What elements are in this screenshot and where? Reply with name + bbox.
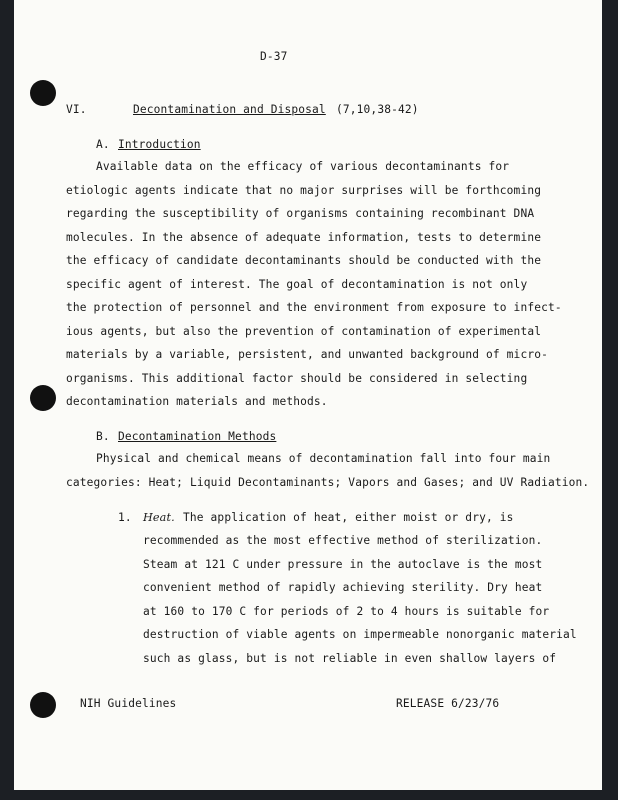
- punch-hole: [30, 80, 56, 106]
- footer-right: RELEASE 6/23/76: [396, 697, 500, 710]
- punch-hole: [30, 692, 56, 718]
- paragraph-line: Steam at 121 C under pressure in the autoclave is the most: [143, 558, 543, 571]
- section-number: VI.: [66, 103, 87, 116]
- subsection-letter: B.: [96, 430, 110, 443]
- paragraph-line: destruction of viable agents on impermeable nonorganic material: [143, 628, 577, 641]
- page-number: D-37: [260, 50, 288, 63]
- list-item-label: Heat.: [143, 511, 175, 524]
- paragraph-line: Physical and chemical means of decontamination fall into four main: [96, 452, 551, 465]
- paragraph-line: the protection of personnel and the environment from exposure to infect-: [66, 301, 562, 314]
- paragraph-line: regarding the susceptibility of organisms containing recombinant DNA: [66, 207, 535, 220]
- paragraph-line: specific agent of interest. The goal of decontamination is not only: [66, 278, 528, 291]
- paragraph-line: convenient method of rapidly achieving sterility. Dry heat: [143, 581, 543, 594]
- paragraph-line: materials by a variable, persistent, and unwanted background of micro-: [66, 348, 548, 361]
- paragraph-line: molecules. In the absence of adequate information, tests to determine: [66, 231, 542, 244]
- paragraph-line: the efficacy of candidate decontaminants should be conducted with the: [66, 254, 542, 267]
- paragraph-line: ious agents, but also the prevention of contamination of experimental: [66, 325, 542, 338]
- paragraph-line: such as glass, but is not reliable in even shallow layers of: [143, 652, 557, 665]
- paragraph-line: recommended as the most effective method of sterilization.: [143, 534, 543, 547]
- subsection-title: Introduction: [118, 138, 201, 151]
- paragraph-line: organisms. This additional factor should be considered in selecting: [66, 372, 528, 385]
- punch-hole: [30, 385, 56, 411]
- paragraph-line: categories: Heat; Liquid Decontaminants; Vapors and Gases; and UV Radiation.: [66, 476, 590, 489]
- footer-left: NIH Guidelines: [80, 697, 177, 710]
- paragraph-line: The application of heat, either moist or dry, is: [183, 511, 514, 524]
- paragraph-line: etiologic agents indicate that no major surprises will be forthcoming: [66, 184, 542, 197]
- subsection-title: Decontamination Methods: [118, 430, 277, 443]
- subsection-letter: A.: [96, 138, 110, 151]
- list-item-number: 1.: [118, 511, 132, 524]
- paragraph-line: at 160 to 170 C for periods of 2 to 4 hours is suitable for: [143, 605, 550, 618]
- paragraph-line: decontamination materials and methods.: [66, 395, 328, 408]
- section-title: Decontamination and Disposal: [133, 103, 326, 116]
- section-refs: (7,10,38-42): [336, 103, 419, 116]
- paragraph-line: Available data on the efficacy of various decontaminants for: [96, 160, 510, 173]
